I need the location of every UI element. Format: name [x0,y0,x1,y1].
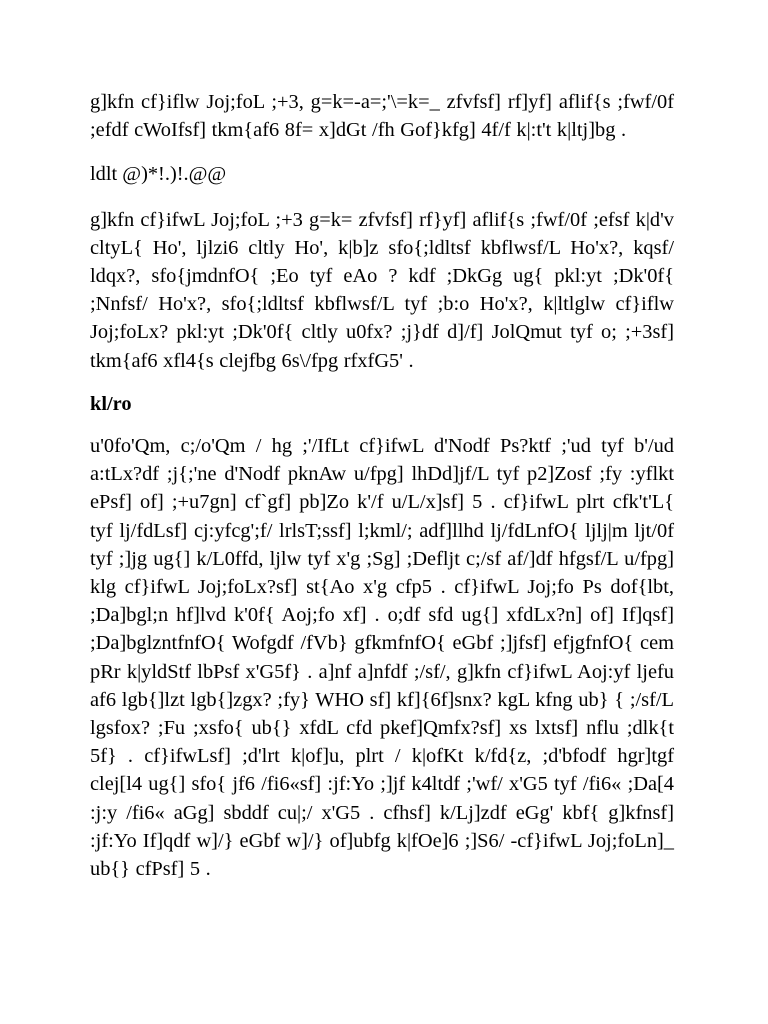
section-heading: kl/ro [90,392,132,415]
introduction-body-paragraph: u'0fo'Qm, c;/o'Qm / hg ;'/IfLt cf}ifwL d'Nodf Ps?ktf ;'ud tyf b'/ud a:tLx?df ;j{;'ne d'Nodf pknAw u/fpg] lhDd]jf/L tyf p2]Zosf ;fy :yflkt ePsf] of] ;+u7gn] cf`gf] pb]Zo k'/f u/L/x]sf] 5 . cf}ifwL plrt cfk't'L{ tyf lj/fdLsf] cj:yfcg';f/ lrlsT;ssf] l;kml/; adf]llhd lj/fdLnfO{ ljlj|m ljt/0f tyf ;]jg ug{] k/L0ffd, ljlw tyf x'g ;Sg] ;Defljt c;/sf af/]df hfgsf/L u/fpg] klg cf}ifwL Joj;foLx?sf] st{Ao x'g cfp5 . cf}ifwL Joj;fo Ps dof{lbt, ;Da]bgl;n hf]lvd k'0f{ Aoj;fo xf] . o;df sfd ug{] xfdLx?n] of] If]qsf] ;Da]bglzntfnfO{ Wofgdf /fVb} gfkmfnfO{ eGbf ;]jfsf] efjgfnfO{ cem pRr k|yldStf lbPsf x'G5f} . a]nf a]nfdf ;/sf/, g]kfn cf}ifwL Aoj:yf ljefu af6 lgb{]lzt lgb{]zgx? ;fy} WHO sf] kf]{6f]snx? kgL kfng ub} { ;/sf/L lgsfox? ;Fu ;xsfo{ ub{} xfdL cfd pkef]Qmfx?sf] xs lxtsf] nflu ;dlk{t 5f} . cf}ifwLsf] ;d'lrt k|of]u, plrt / k|ofKt k/fd{z, ;d'bfodf hgr]tgf clej[l4 ug{] sfo{ jf6 /fi6«sf] :jf:Yo ;]jf k4ltdf ;'wf/ x'G5 tyf /fi6« ;Da[4 :j:y /fi6« aGg] sbddf cu|;/ x'G5 . cfhsf] k/Lj]zdf eGg' kbf{ g]kfnsf] :jf:Yo If]qdf w]/} eGbf w]/} of]ubfg k|fOe]6 ;]S6/ -cf}ifwL Joj;foLn]_ ub{} cfPsf] 5 . [90,435,674,881]
document-page [90,88,674,883]
date-line: ldlt @)*!.)!.@@ [90,163,227,186]
greeting-paragraph: g]kfn cf}ifwL Joj;foL ;+3 g=k= zfvfsf] rf}yf] aflif{s ;fwf/0f ;efsf k|d'v cltyL{ Ho', ljlzi6 cltly Ho', k|b]z sfo{;ldltsf kbflwsf/L Ho'x?, kqsf/ ldqx?, sfo{jmdnfO{ ;Eo tyf eAo ? kdf ;DkGg ug{ pkl:yt ;Dk'0f{ ;Nnfsf/ Ho'x?, sfo{;ldltsf kbflwsf/L tyf ;b:o Ho'x?, k|ltlglw cf}iflw Joj;foLx? pkl:yt ;Dk'0f{ cltly u0fx? ;j}df d]/f] JolQmut tyf o; ;+3sf] tkm{af6 xfl4{s clejfbg 6s\/fpg rfxfG5' . [90,208,674,372]
intro-paragraph: g]kfn cf}iflw Joj;foL ;+3, g=k=-a=;'\=k=_ zfvfsf] rf]yf] aflif{s ;fwf/0f ;efdf cWoIfsf] tkm{af6 8f= x]dGt /fh Gof}kfg] 4f/f k|:t't k|ltj]bg . [90,91,674,142]
